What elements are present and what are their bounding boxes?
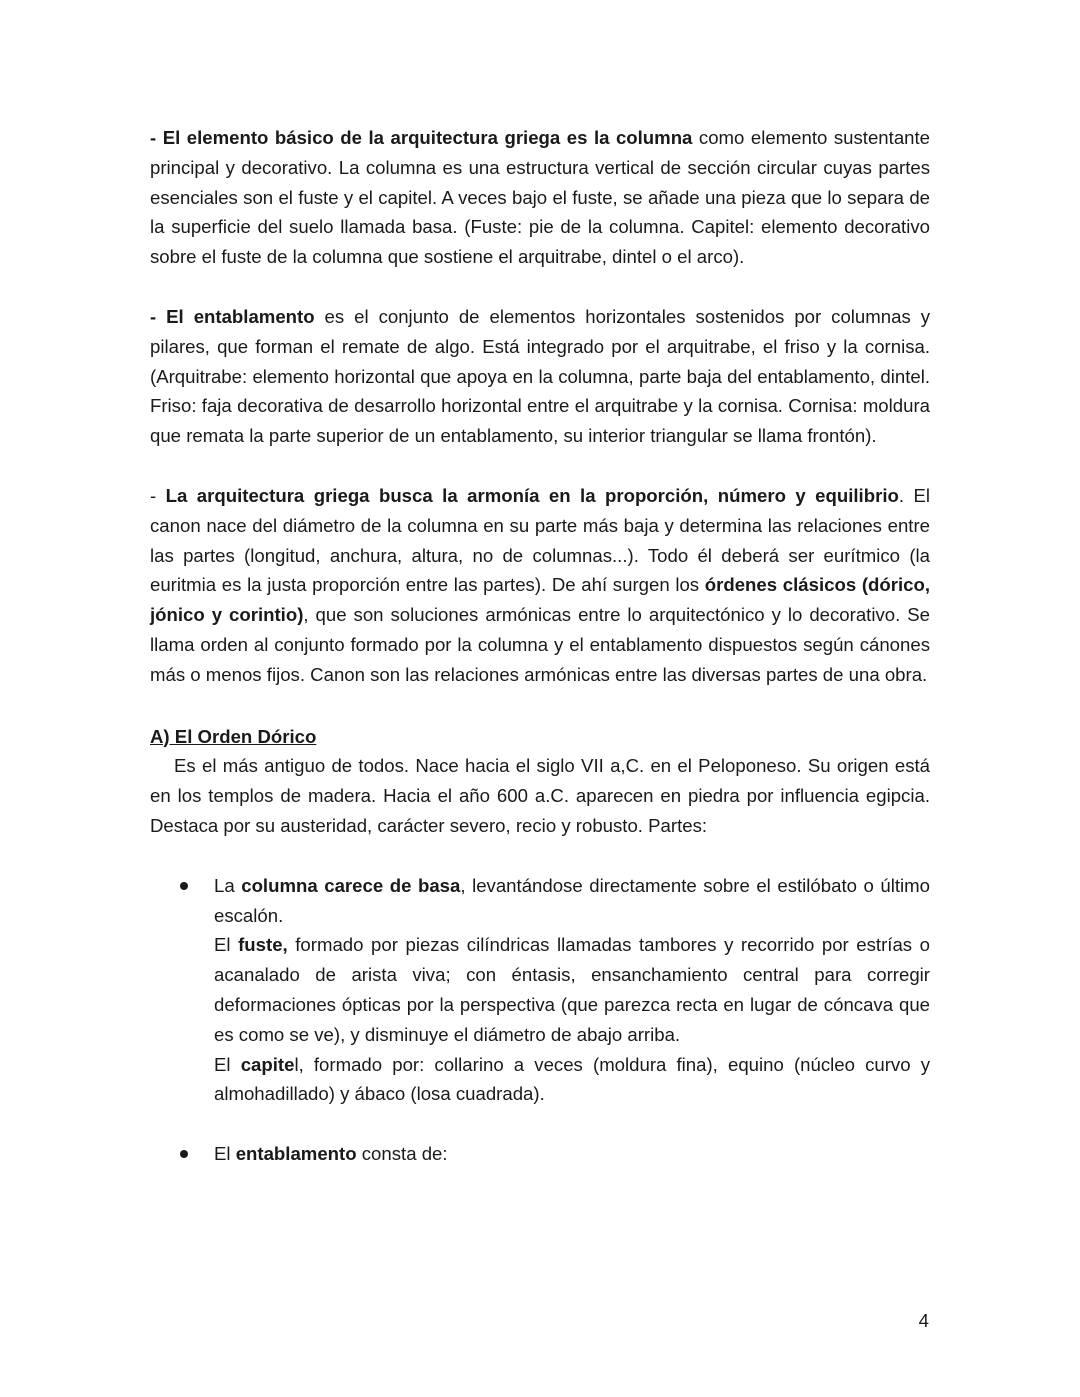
bullet-line-fuste-pre: El bbox=[214, 934, 239, 956]
paragraph-harmony-prefix: - bbox=[150, 484, 166, 506]
doric-parts-list bbox=[150, 871, 930, 1169]
bullet-icon bbox=[180, 882, 188, 890]
paragraph-entablature bbox=[150, 302, 930, 451]
list-item-entablature bbox=[150, 1139, 930, 1169]
paragraph-harmony-bold-2: órdenes clásicos (dórico, jónico y corintio) bbox=[150, 574, 930, 626]
bullet-line-fuste-bold: fuste, bbox=[238, 934, 288, 956]
paragraph-harmony-text-2: , que son soluciones armónicas entre lo arquitectónico y lo decorativo. Se llama orden al conjunto formado por la columna y el entablamento dispuestos según cánones más o menos fijos. Canon son las relaciones armónicas entre las diversas partes de una obra. bbox=[150, 604, 930, 685]
bullet-line-entablamento-bold: entablamento bbox=[235, 1143, 357, 1165]
bullet-line-entablamento-post: consta de: bbox=[356, 1143, 448, 1165]
bullet-line-capitel-pre: El bbox=[214, 1053, 241, 1075]
bullet-icon bbox=[180, 1150, 188, 1158]
bullet-line-entablamento bbox=[214, 1139, 930, 1169]
paragraph-entablature-bold: - El entablamento bbox=[150, 305, 315, 327]
bullet-line-fuste-post: formado por piezas cilíndricas llamadas tambores y recorrido por estrías o acanalado de arista viva; con éntasis, ensanchamiento central para corregir deformaciones ópticas por la perspectiva (que parezca recta en lugar de cóncava que es como se ve), y disminuye el diámetro de abajo arriba. bbox=[214, 934, 931, 1045]
paragraph-column-text: como elemento sustentante principal y decorativo. La columna es una estructura vertical de sección circular cuyas partes esenciales son el fuste y el capitel. A veces bajo el fuste, se añade una pieza que lo separa de la superficie del suelo llamada basa. (Fuste: pie de la columna. Capitel: elemento decorativo sobre el fuste de la columna que sostiene el arquitrabe, dintel o el arco). bbox=[150, 127, 931, 268]
bullet-line-basa-bold: columna carece de basa bbox=[241, 874, 461, 896]
bullet-line-basa-pre: La bbox=[214, 874, 242, 896]
bullet-line-basa-post: , levantándose directamente sobre el estilóbato o último escalón. bbox=[214, 874, 930, 926]
bullet-line-capitel-bold: capite bbox=[240, 1053, 295, 1075]
paragraph-column bbox=[150, 123, 930, 272]
section-intro-doric: Es el más antiguo de todos. Nace hacia el siglo VII a,C. en el Peloponeso. Su origen está en los templos de madera. Hacia el año 600 a.C. aparecen en piedra por influencia egipcia. Destaca por su austeridad, carácter severo, recio y robusto. Partes: bbox=[150, 755, 930, 836]
paragraph-entablature-text: es el conjunto de elementos horizontales sostenidos por columnas y pilares, que forman el remate de algo. Está integrado por el arquitrabe, el friso y la cornisa. (Arquitrabe: elemento horizontal que apoya en la columna, parte baja del entablamento, dintel. Friso: faja decorativa de desarrollo horizontal entre el arquitrabe y la cornisa. Cornisa: moldura que remata la parte superior de un entablamento, su interior triangular se llama frontón). bbox=[150, 305, 930, 447]
bullet-line-capitel bbox=[214, 1050, 930, 1110]
page-content bbox=[150, 123, 930, 1169]
bullet-line-fuste bbox=[214, 930, 930, 1049]
paragraph-harmony-text-1: . El canon nace del diámetro de la columna en su parte más baja y determina las relaciones entre las partes (longitud, anchura, altura, no de columnas...). Todo él deberá ser eurítmico (la euritmia es la justa proporción entre las partes). De ahí surgen los bbox=[150, 484, 930, 596]
bullet-line-basa bbox=[214, 871, 930, 931]
paragraph-harmony bbox=[150, 481, 930, 690]
bullet-line-entablamento-pre: El bbox=[214, 1143, 236, 1165]
bullet-line-capitel-post: l, formado por: collarino a veces (moldura fina), equino (núcleo curvo y almohadillado) y ábaco (losa cuadrada). bbox=[214, 1053, 930, 1105]
page-number: 4 bbox=[918, 1310, 929, 1331]
list-item-column bbox=[150, 871, 930, 1109]
paragraph-column-bold: - El elemento básico de la arquitectura griega es la columna bbox=[150, 127, 693, 148]
paragraph-harmony-bold-1: La arquitectura griega busca la armonía en la proporción, número y equilibrio bbox=[165, 484, 899, 506]
section-heading-doric: A) El Orden Dórico bbox=[150, 725, 317, 747]
